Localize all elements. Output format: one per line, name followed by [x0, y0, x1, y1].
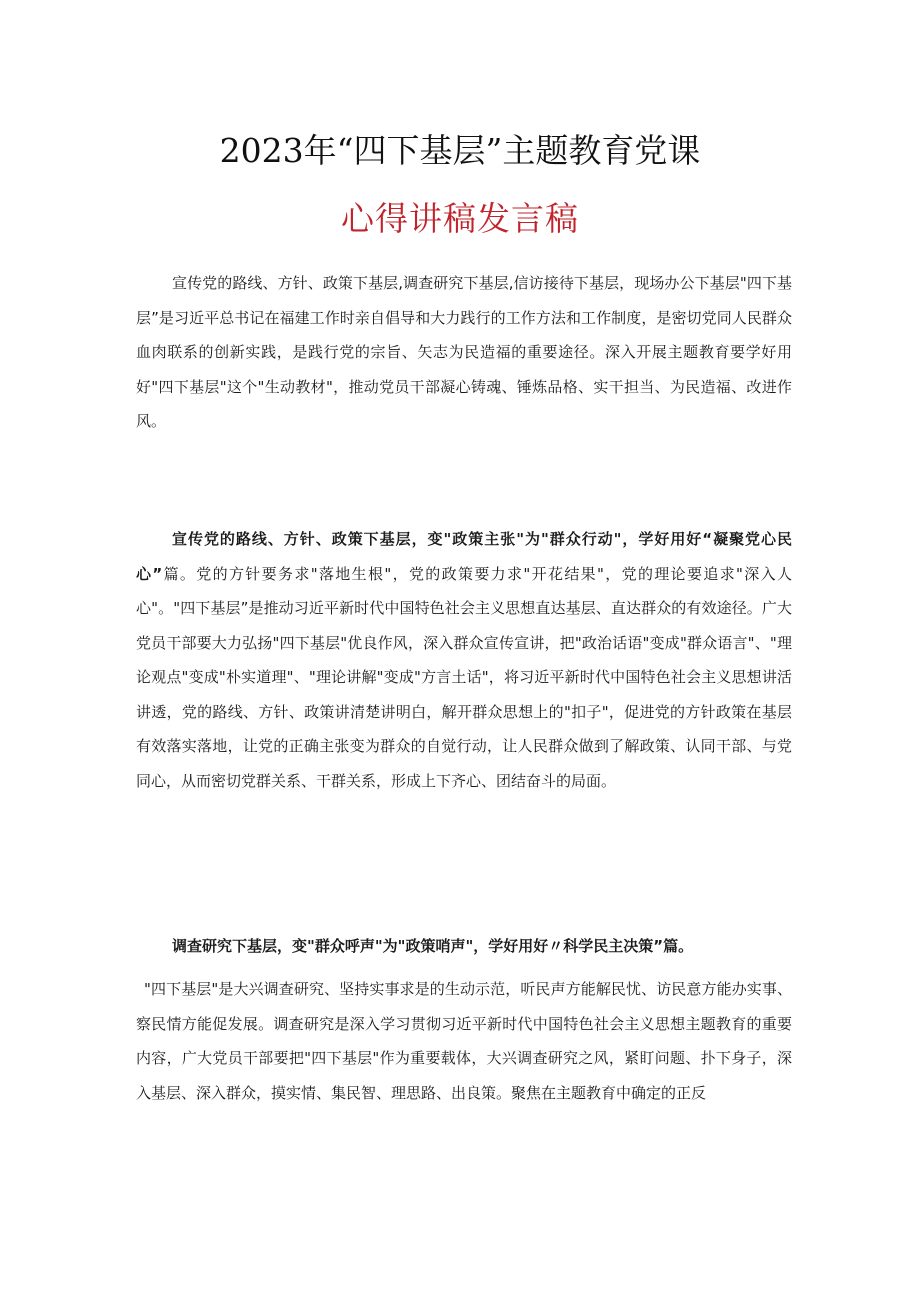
paragraph-text: 篇。党的方针要务求"落地生根"，党的政策要力求"开花结果"，党的理论要追求"深入人心"。"四下基层”是推动习近平新时代中国特色社会主义思想直达基层、直达群众的有效途径。广大党员干部要大力弘扬"四下基层"优良作风，深入群众宣传宣讲，把"政治话语"变成"群众语言"、"理论观点"变成"朴实道理"、"理论讲解"变成"方言土话"，将习近平新时代中国特色社会主义思想讲活讲透，党的路线、方针、政策讲清楚讲明白，解开群众思想上的"扣子"，促进党的方针政策在基层有效落实落地，让党的正确主张变为群众的自觉行动，让人民群众做到了解政策、认同干部、与党同心，从而密切党群关系、干群关系，形成上下齐心、团结奋斗的局面。: [136, 564, 792, 790]
paragraph-text: 宣传党的路线、方针、政策下基层,调查研究下基层,信访接待下基层，现场办公下基层"四下基层”是习近平总书记在福建工作时亲自倡导和大力践行的工作方法和工作制度，是密切党同人民群众血肉联系的创新实践，是践行党的宗旨、矢志为民造福的重要途径。深入开展主题教育要学好用好"四下基层"这个"生动教材"，推动党员干部凝心铸魂、锤炼品格、实干担当、为民造福、改进作风。: [136, 274, 792, 430]
document-title: 2023年“四下基层”主题教育党课: [219, 131, 701, 170]
paragraph-lead-heading: 宣传党的路线、方针、政策下基层，变"政策主张"为"群众行动"，学好用好“凝聚党心民心”: [136, 530, 792, 583]
paragraph-research-heading: [136, 929, 792, 964]
paragraph-lead-heading: 调查研究下基层，变"群众呼声"为"政策哨声"，学好用好〃科学民主决策”篇。: [172, 937, 694, 955]
paragraph-intro: [136, 266, 792, 439]
document-subtitle: 心得讲稿发言稿: [341, 199, 579, 238]
paragraph-policy: [136, 522, 792, 798]
paragraph-text: "四下基层"是大兴调查研究、坚持实事求是的生动示范，听民声方能解民忧、访民意方能办实事、察民情方能促发展。调查研究是深入学习贯彻习近平新时代中国特色社会主义思想主题教育的重要内容，广大党员干部要把"四下基层"作为重要载体，大兴调查研究之风，紧盯问题、扑下身子，深入基层、深入群众，摸实情、集民智、理思路、出良策。聚焦在主题教育中确定的正反: [136, 980, 792, 1102]
paragraph-research: [136, 972, 792, 1110]
